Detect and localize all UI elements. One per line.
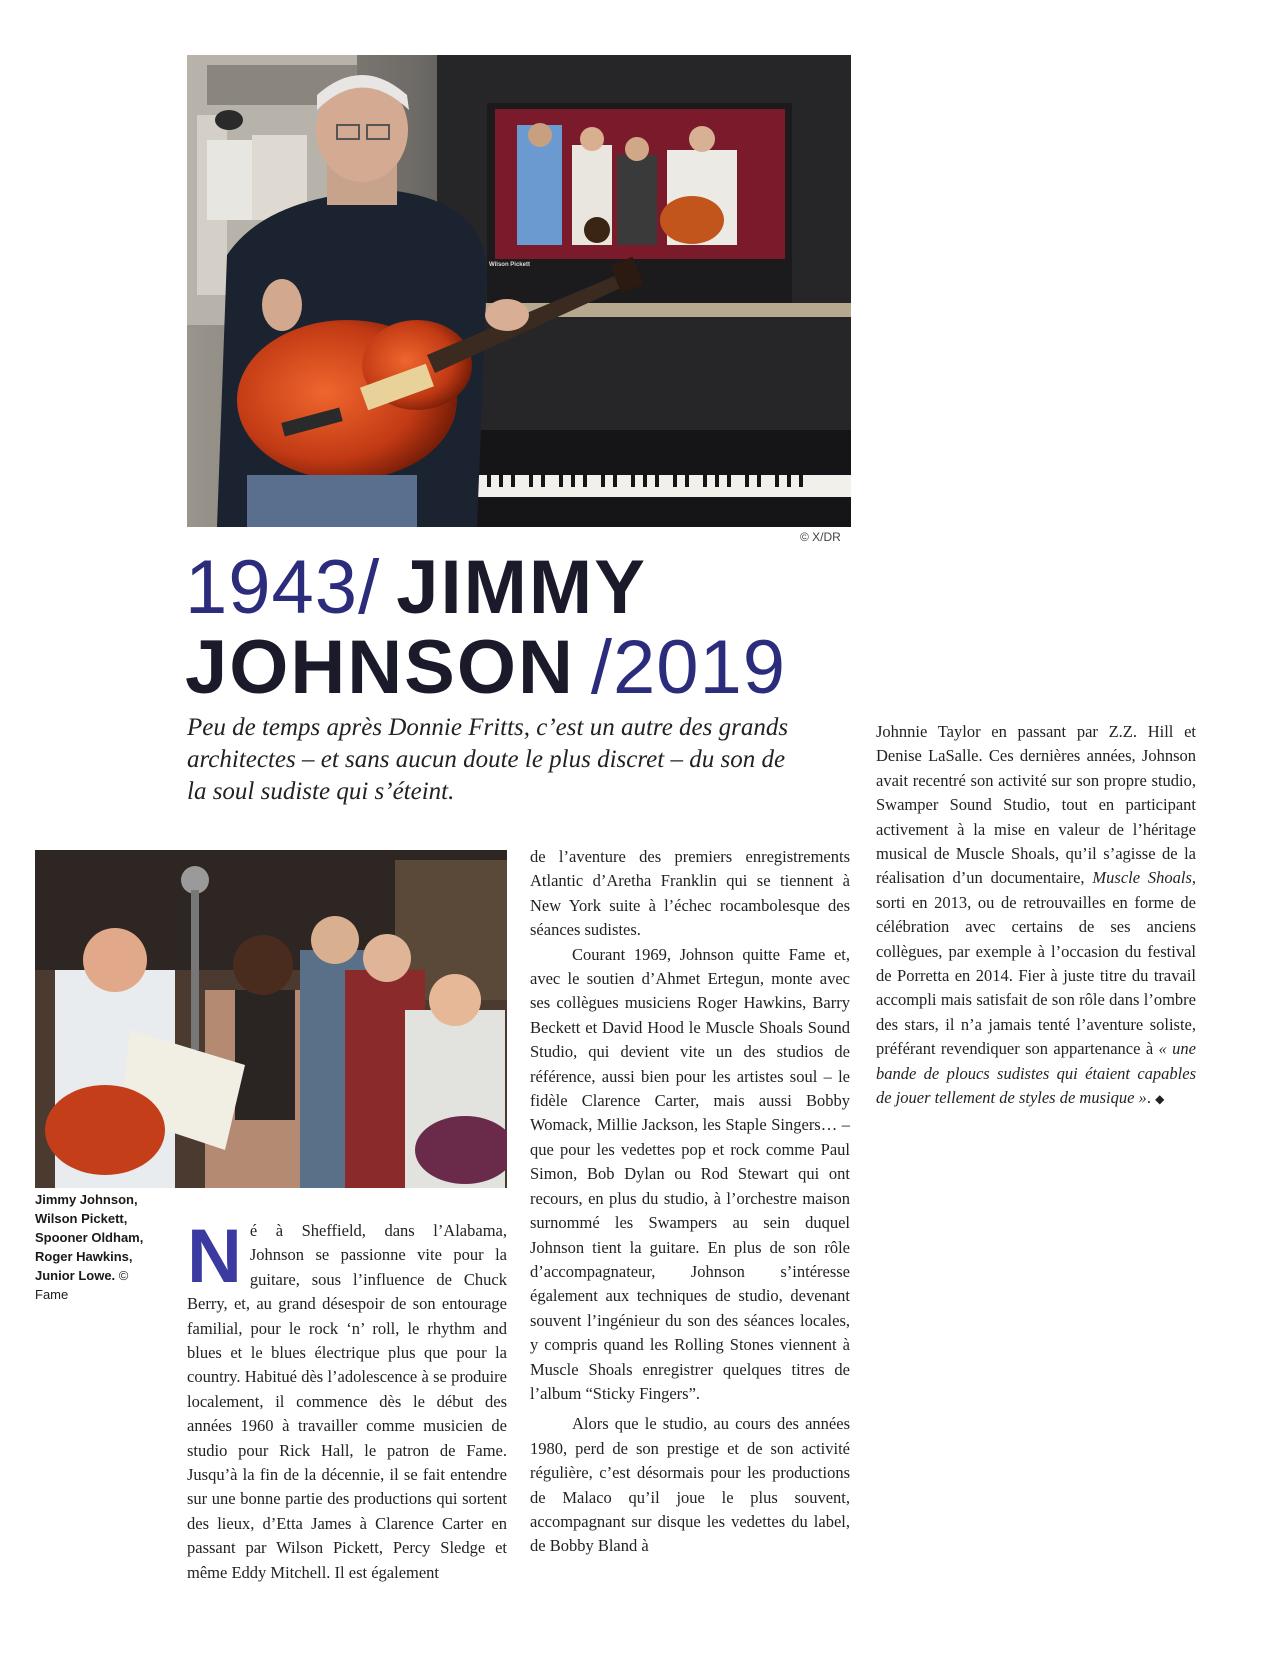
- column-1-text: é à Sheffield, dans l’Alabama, Johnson se passionne vite pour la guitare, sous l’influence de Chuck Berry, et, au grand désespoir de son entourage familial, pour le rock ‘n’ roll, le rhythm and blues et le blues électrique plus que pour la country. Habitué dès l’adolescence à se produire localement, il commence dès le début des années 1960 à travailler comme musicien de studio pour Rick Hall, le patron de Fame. Jusqu’à la fin de la décennie, il se fait entendre sur une bonne partie des productions qui sortent des lieux, d’Etta James à Clarence Carter en passant par Wilson Pickett, Percy Sledge et même Eddy Mitchell. Il est également: [187, 1221, 507, 1582]
- article-column-1: [187, 1214, 507, 1585]
- article-column-3: [876, 720, 1196, 1112]
- poster-caption-title: Wilson Pickett: [489, 262, 530, 268]
- film-title: Muscle Shoals: [1092, 868, 1192, 888]
- headline: [185, 545, 787, 710]
- column-3-paragraph: [876, 720, 1196, 1112]
- death-year: /2019: [590, 625, 787, 710]
- photo-caption: [35, 1190, 155, 1304]
- headline-name-first: JIMMY: [396, 545, 647, 630]
- column-2-paragraph-3: Alors que le studio, au cours des années 1980, perd de son prestige et de son activité régulière, c’est désormais pour les productions de Malaco qu’il joue le plus souvent, accompagnant sur disque les vedettes du label, de Bobby Bland à: [530, 1414, 850, 1556]
- main-photo: [187, 55, 851, 527]
- photo-caption-text: Jimmy Johnson, Wilson Pickett, Spooner Oldham, Roger Hawkins, Junior Lowe.: [35, 1192, 144, 1283]
- photo-caption-credit: © Fame: [35, 1268, 129, 1302]
- column-3-text-after: .: [1146, 1088, 1151, 1108]
- end-mark-icon: ◆: [1155, 1092, 1165, 1107]
- headline-line-1: [185, 545, 786, 630]
- closing-quote: « une bande de ploucs sudistes qui étaient capables de jouer tellement de styles de musique »: [876, 1039, 1196, 1108]
- birth-year: 1943/: [185, 545, 381, 630]
- article-column-2: [530, 845, 850, 1559]
- drop-cap: N: [187, 1214, 242, 1299]
- standfirst: Peu de temps après Donnie Fritts, c’est un autre des grands architectes – et sans aucun doute le plus discret – du son de la soul sudiste qui s’éteint.: [187, 714, 789, 805]
- column-3-text-middle: , sorti en 2013, ou de retrouvailles en forme de célébration avec certains de ses anciens collègues, par exemple à l’occasion du festival de Porretta en 2014. Fier à juste titre du travail accompli mais satisfait de son rôle dans l’ombre des stars, il n’a jamais tenté l’aventure soliste, préférant revendiquer son appartenance à: [876, 868, 1197, 1059]
- column-3-text-before: Johnnie Taylor en passant par Z.Z. Hill et Denise LaSalle. Ces dernières années, Johnson avait recentré son activité sur son propre studio, Swamper Sound Studio, tout en participant activement à la mise en valeur de l’héritage musical de Muscle Shoals, qu’il s’agisse de la réalisation d’un documentaire,: [876, 722, 1196, 888]
- main-photo-credit: © X/DR: [800, 530, 841, 544]
- column-2-paragraph-1: de l’aventure des premiers enregistrements Atlantic d’Aretha Franklin qui se tiennent à New York suite à l’échec rocambolesque des séances sudistes.: [530, 847, 850, 940]
- main-photo-illustration: [187, 55, 851, 527]
- headline-name-last: JOHNSON: [185, 625, 575, 710]
- headline-line-2: [185, 625, 787, 710]
- column-2-paragraph-2: Courant 1969, Johnson quitte Fame et, avec le soutien d’Ahmet Ertegun, monte avec ses collègues musiciens Roger Hawkins, Barry Beckett et David Hood le Muscle Shoals Sound Studio, qui devient vite un des studios de référence, aussi bien pour les artistes soul – le fidèle Clarence Carter, mais aussi Bobby Womack, Millie Jackson, les Staple Singers… – que pour les vedettes pop et rock comme Paul Simon, Bob Dylan ou Rod Stewart qui ont recours, en plus du studio, à l’orchestre maison surnommé les Swampers au sein duquel Johnson tient la guitare. En plus de son rôle d’accompagnateur, Johnson s’intéresse également aux techniques de studio, devenant souvent l’ingénieur du son des séances locales, y compris quand les Rolling Stones viennent à Muscle Shoals enregistrer quelques titres de l’album “Sticky Fingers”.: [530, 944, 850, 1403]
- studio-photo-illustration: [35, 850, 507, 1188]
- studio-photo: [35, 850, 507, 1188]
- column-1-paragraph: [187, 1214, 507, 1585]
